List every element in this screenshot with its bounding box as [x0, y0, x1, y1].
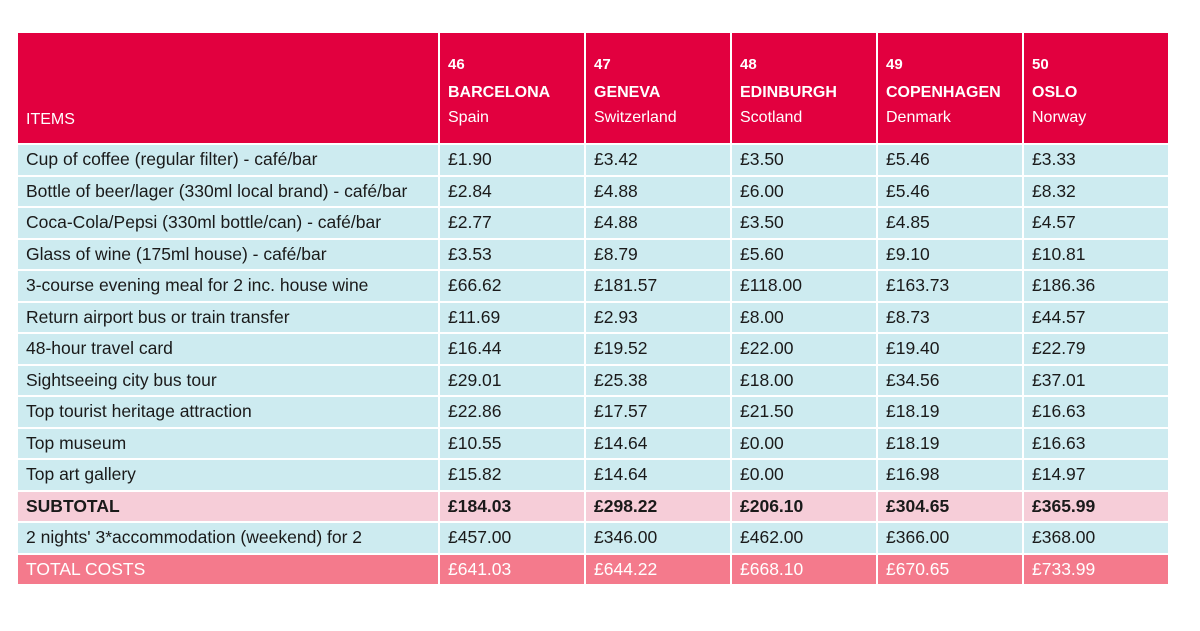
price-cell: £15.82	[439, 459, 585, 491]
price-cell: £3.53	[439, 239, 585, 271]
item-label: Top art gallery	[17, 459, 439, 491]
price-cell: £5.46	[877, 176, 1023, 208]
price-cell: £2.84	[439, 176, 585, 208]
price-cell: £21.50	[731, 396, 877, 428]
table-row	[17, 302, 1169, 334]
price-cell: £8.73	[877, 302, 1023, 334]
price-cell: £17.57	[585, 396, 731, 428]
price-cell: £3.50	[731, 144, 877, 176]
price-cell: £366.00	[877, 522, 1023, 554]
price-cell: £668.10	[731, 554, 877, 586]
table-row	[17, 176, 1169, 208]
price-cell: £16.44	[439, 333, 585, 365]
price-cell: £641.03	[439, 554, 585, 586]
price-cell: £14.64	[585, 459, 731, 491]
city-name: EDINBURGH	[740, 84, 837, 101]
total-row	[17, 554, 1169, 586]
country-name: Switzerland	[594, 109, 677, 126]
price-cell: £368.00	[1023, 522, 1169, 554]
cost-comparison-table	[16, 31, 1170, 586]
price-cell: £1.90	[439, 144, 585, 176]
city-rank: 46	[448, 56, 465, 73]
table-row	[17, 459, 1169, 491]
price-cell: £0.00	[731, 459, 877, 491]
price-cell: £18.00	[731, 365, 877, 397]
city-header-barcelona	[439, 32, 585, 144]
table-row	[17, 144, 1169, 176]
price-cell: £365.99	[1023, 491, 1169, 523]
price-cell: £304.65	[877, 491, 1023, 523]
price-cell: £8.32	[1023, 176, 1169, 208]
country-name: Scotland	[740, 109, 803, 126]
price-cell: £186.36	[1023, 270, 1169, 302]
header-row	[17, 32, 1169, 144]
item-label: Cup of coffee (regular filter) - café/bar	[17, 144, 439, 176]
table-row	[17, 207, 1169, 239]
price-cell: £4.85	[877, 207, 1023, 239]
price-cell: £18.19	[877, 396, 1023, 428]
price-cell: £44.57	[1023, 302, 1169, 334]
price-cell: £16.63	[1023, 396, 1169, 428]
city-rank: 50	[1032, 56, 1049, 73]
price-cell: £8.79	[585, 239, 731, 271]
country-name: Spain	[448, 109, 489, 126]
price-cell: £346.00	[585, 522, 731, 554]
table-row	[17, 239, 1169, 271]
city-header-copenhagen	[877, 32, 1023, 144]
price-cell: £184.03	[439, 491, 585, 523]
price-cell: £14.97	[1023, 459, 1169, 491]
item-label: Glass of wine (175ml house) - café/bar	[17, 239, 439, 271]
price-cell: £298.22	[585, 491, 731, 523]
item-label: TOTAL COSTS	[17, 554, 439, 586]
price-cell: £14.64	[585, 428, 731, 460]
price-cell: £22.00	[731, 333, 877, 365]
table-row	[17, 333, 1169, 365]
price-cell: £22.86	[439, 396, 585, 428]
table-row	[17, 396, 1169, 428]
table-row	[17, 365, 1169, 397]
price-cell: £10.55	[439, 428, 585, 460]
price-cell: £18.19	[877, 428, 1023, 460]
item-label: Top museum	[17, 428, 439, 460]
price-cell: £0.00	[731, 428, 877, 460]
price-cell: £181.57	[585, 270, 731, 302]
price-cell: £644.22	[585, 554, 731, 586]
item-label: Return airport bus or train transfer	[17, 302, 439, 334]
item-label: Sightseeing city bus tour	[17, 365, 439, 397]
city-rank: 48	[740, 56, 757, 73]
city-header-edinburgh	[731, 32, 877, 144]
price-cell: £4.57	[1023, 207, 1169, 239]
price-cell: £670.65	[877, 554, 1023, 586]
city-name: GENEVA	[594, 84, 661, 101]
item-label: Top tourist heritage attraction	[17, 396, 439, 428]
table-row	[17, 428, 1169, 460]
price-cell: £34.56	[877, 365, 1023, 397]
item-label: SUBTOTAL	[17, 491, 439, 523]
table-header	[17, 32, 1169, 144]
price-cell: £3.50	[731, 207, 877, 239]
price-cell: £9.10	[877, 239, 1023, 271]
country-name: Norway	[1032, 109, 1087, 126]
city-rank: 47	[594, 56, 611, 73]
item-label: Bottle of beer/lager (330ml local brand) - café/bar	[17, 176, 439, 208]
price-cell: £3.33	[1023, 144, 1169, 176]
city-header-geneva	[585, 32, 731, 144]
price-cell: £25.38	[585, 365, 731, 397]
accommodation-row	[17, 522, 1169, 554]
table-body	[17, 144, 1169, 585]
price-cell: £2.77	[439, 207, 585, 239]
price-cell: £5.60	[731, 239, 877, 271]
city-rank: 49	[886, 56, 903, 73]
city-name: OSLO	[1032, 84, 1078, 101]
price-cell: £16.63	[1023, 428, 1169, 460]
items-column-header: ITEMS	[17, 32, 439, 144]
price-cell: £2.93	[585, 302, 731, 334]
price-cell: £4.88	[585, 176, 731, 208]
price-cell: £22.79	[1023, 333, 1169, 365]
price-cell: £66.62	[439, 270, 585, 302]
item-label: Coca-Cola/Pepsi (330ml bottle/can) - café/bar	[17, 207, 439, 239]
price-cell: £8.00	[731, 302, 877, 334]
price-cell: £163.73	[877, 270, 1023, 302]
price-cell: £37.01	[1023, 365, 1169, 397]
price-cell: £19.40	[877, 333, 1023, 365]
price-cell: £29.01	[439, 365, 585, 397]
city-name: BARCELONA	[448, 84, 551, 101]
price-cell: £118.00	[731, 270, 877, 302]
item-label: 3-course evening meal for 2 inc. house wine	[17, 270, 439, 302]
price-cell: £16.98	[877, 459, 1023, 491]
item-label: 48-hour travel card	[17, 333, 439, 365]
price-cell: £4.88	[585, 207, 731, 239]
item-label: 2 nights' 3*accommodation (weekend) for 2	[17, 522, 439, 554]
price-cell: £6.00	[731, 176, 877, 208]
price-cell: £206.10	[731, 491, 877, 523]
country-name: Denmark	[886, 109, 951, 126]
price-cell: £11.69	[439, 302, 585, 334]
subtotal-row	[17, 491, 1169, 523]
price-cell: £19.52	[585, 333, 731, 365]
table-row	[17, 270, 1169, 302]
city-name: COPENHAGEN	[886, 84, 1001, 101]
price-cell: £5.46	[877, 144, 1023, 176]
price-cell: £3.42	[585, 144, 731, 176]
price-cell: £462.00	[731, 522, 877, 554]
city-header-oslo	[1023, 32, 1169, 144]
price-cell: £457.00	[439, 522, 585, 554]
price-cell: £10.81	[1023, 239, 1169, 271]
price-cell: £733.99	[1023, 554, 1169, 586]
